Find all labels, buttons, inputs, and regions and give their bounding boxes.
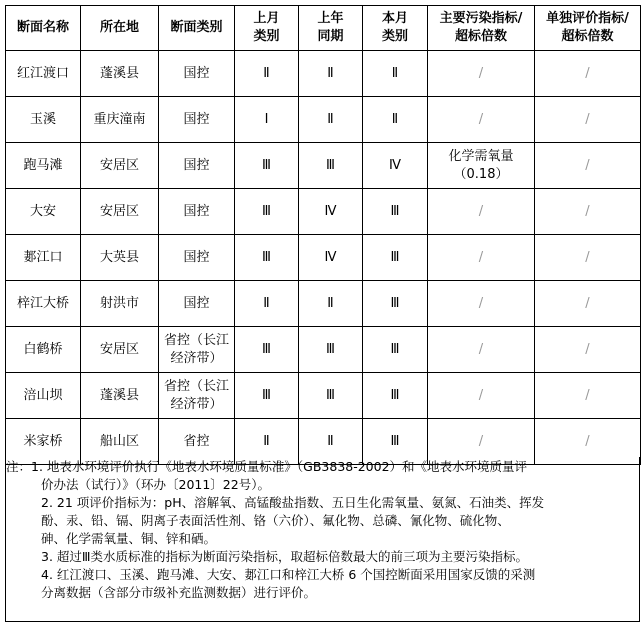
table-cell: 化学需氧量 （0.18） [428, 143, 535, 189]
table-cell: 涪山坝 [6, 373, 81, 419]
table-cell: 船山区 [81, 419, 159, 465]
table-cell: Ⅱ [299, 281, 363, 327]
table-cell: 安居区 [81, 327, 159, 373]
table-cell: Ⅱ [235, 281, 299, 327]
header-cell: 所在地 [81, 6, 159, 51]
table-cell: Ⅲ [363, 235, 428, 281]
table-cell: Ⅱ [363, 51, 428, 97]
note-line: 酚、汞、铅、镉、阴离子表面活性剂、铬（六价）、氟化物、总磷、氰化物、硫化物、 [41, 513, 510, 528]
table-cell: Ⅲ [363, 327, 428, 373]
note-line: 价办法（试行）》（环办〔2011〕22号）。 [41, 477, 270, 492]
table-cell: / [428, 189, 535, 235]
table-cell: 米家桥 [6, 419, 81, 465]
table-cell: Ⅱ [299, 419, 363, 465]
table-cell: Ⅰ [235, 97, 299, 143]
table-cell: Ⅲ [235, 373, 299, 419]
table-cell: 国控 [159, 143, 235, 189]
table-cell: Ⅲ [299, 327, 363, 373]
note-line: 2. 21 项评价指标为：pH、溶解氧、高锰酸盐指数、五日生化需氧量、氨氮、石油类、挥发 [41, 495, 545, 510]
table-cell: 省控 [159, 419, 235, 465]
table-cell: 国控 [159, 189, 235, 235]
table-cell: / [535, 143, 641, 189]
table-cell: 郪江口 [6, 235, 81, 281]
table-cell: Ⅳ [299, 189, 363, 235]
table-row [6, 281, 641, 327]
header-cell: 上月 类别 [235, 6, 299, 51]
table-cell: 安居区 [81, 143, 159, 189]
table-cell: / [535, 281, 641, 327]
table-cell: Ⅲ [235, 235, 299, 281]
table-cell: Ⅱ [299, 51, 363, 97]
table-cell: 国控 [159, 235, 235, 281]
table-cell: / [428, 97, 535, 143]
table-row [6, 51, 641, 97]
table-cell: Ⅳ [363, 143, 428, 189]
table-cell: 大安 [6, 189, 81, 235]
table-cell: / [535, 419, 641, 465]
table-cell: / [428, 235, 535, 281]
table-cell: / [428, 281, 535, 327]
table-cell: 跑马滩 [6, 143, 81, 189]
table-cell: 玉溪 [6, 97, 81, 143]
table-row [6, 189, 641, 235]
table-cell: 蓬溪县 [81, 51, 159, 97]
table-cell: Ⅱ [299, 97, 363, 143]
water-quality-table [5, 5, 641, 465]
table-cell: / [428, 373, 535, 419]
table-row [6, 327, 641, 373]
table-cell: 红江渡口 [6, 51, 81, 97]
header-cell: 单独评价指标/ 超标倍数 [535, 6, 641, 51]
note-line: 3. 超过Ⅲ类水质标准的指标为断面污染指标，取超标倍数最大的前三项为主要污染指标。 [41, 549, 529, 564]
notes-section [5, 457, 640, 622]
table-cell: / [535, 51, 641, 97]
table-cell: / [535, 235, 641, 281]
note-line: 分离数据（含部分市级补充监测数据）进行评价。 [41, 585, 317, 600]
note-line: 4. 红江渡口、玉溪、跑马滩、大安、郪江口和梓江大桥 6 个国控断面采用国家反馈的采测 [41, 567, 536, 582]
table-row [6, 143, 641, 189]
table-row [6, 97, 641, 143]
table-cell: 国控 [159, 281, 235, 327]
table-cell: 白鹤桥 [6, 327, 81, 373]
table-cell: / [428, 51, 535, 97]
table-cell: / [428, 327, 535, 373]
table-cell: 安居区 [81, 189, 159, 235]
table-cell: 蓬溪县 [81, 373, 159, 419]
table-cell: Ⅲ [299, 373, 363, 419]
table-cell: Ⅲ [235, 189, 299, 235]
table-cell: Ⅱ [235, 419, 299, 465]
table-cell: Ⅳ [299, 235, 363, 281]
table-cell: Ⅲ [363, 281, 428, 327]
table-cell: 射洪市 [81, 281, 159, 327]
table-cell: 梓江大桥 [6, 281, 81, 327]
table-cell: Ⅲ [363, 189, 428, 235]
table-cell: 省控（长江 经济带） [159, 327, 235, 373]
table-cell: 重庆潼南 [81, 97, 159, 143]
header-cell: 上年 同期 [299, 6, 363, 51]
table-cell: / [535, 373, 641, 419]
header-cell: 断面名称 [6, 6, 81, 51]
note-line: 注：1. 地表水环境评价执行《地表水环境质量标准》（GB3838-2002）和《地表水环境质量评 [6, 459, 528, 474]
table-cell: / [535, 97, 641, 143]
header-cell: 本月 类别 [363, 6, 428, 51]
table-cell: Ⅲ [299, 143, 363, 189]
table-cell: 国控 [159, 51, 235, 97]
table-cell: 国控 [159, 97, 235, 143]
table-row [6, 235, 641, 281]
table-cell: Ⅲ [363, 419, 428, 465]
table-header-row [6, 6, 641, 51]
table-row [6, 373, 641, 419]
table-cell: 大英县 [81, 235, 159, 281]
table-cell: Ⅲ [363, 373, 428, 419]
table-cell: / [428, 419, 535, 465]
table-cell: / [535, 327, 641, 373]
note-line: 砷、化学需氧量、铜、锌和硒。 [41, 531, 217, 546]
table-cell: Ⅱ [363, 97, 428, 143]
header-cell: 断面类别 [159, 6, 235, 51]
table-cell: / [535, 189, 641, 235]
table-cell: Ⅱ [235, 51, 299, 97]
header-cell: 主要污染指标/ 超标倍数 [428, 6, 535, 51]
table-cell: Ⅲ [235, 327, 299, 373]
table-cell: 省控（长江 经济带） [159, 373, 235, 419]
table-cell: Ⅲ [235, 143, 299, 189]
